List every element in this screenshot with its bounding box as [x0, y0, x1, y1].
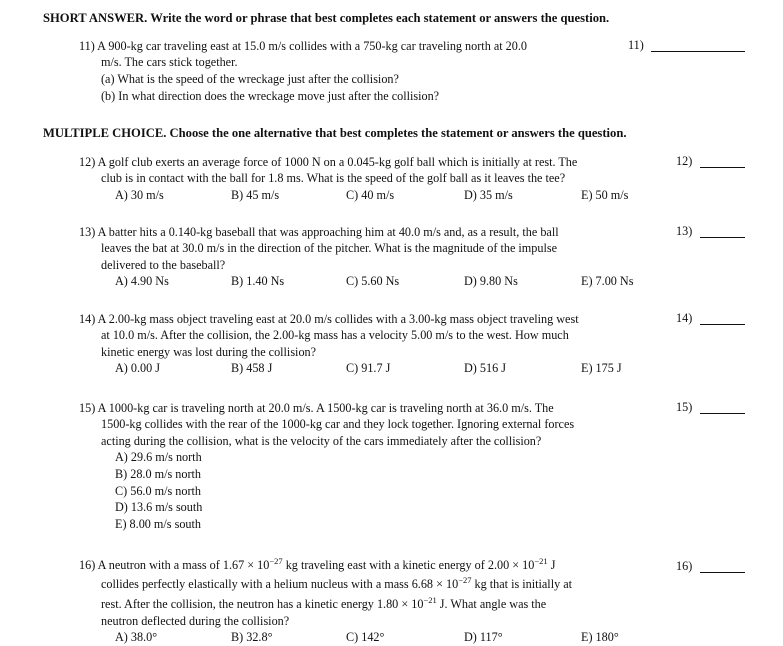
q16-line3-part1: rest. After the collision, the neutron has a kinetic energy 1.80 × 10 — [101, 597, 424, 611]
q16-answer-number: 16) — [676, 559, 693, 573]
q12-option-b[interactable]: B) 45 m/s — [231, 188, 280, 202]
q16-line1-part2: kg traveling east with a kinetic energy of 2.00 × 10 — [282, 558, 535, 572]
q14-line3: kinetic energy was lost during the collision? — [101, 345, 317, 359]
q16-option-b[interactable]: B) 32.8° — [231, 630, 273, 644]
q16-line3-exponent: −21 — [423, 595, 437, 605]
q14-line1: 14) A 2.00-kg mass object traveling east at 20.0 m/s collides with a 3.00-kg mass object traveling west — [79, 312, 579, 326]
q15-option-e[interactable]: E) 8.00 m/s south — [115, 517, 201, 531]
q15-option-c[interactable]: C) 56.0 m/s north — [115, 484, 201, 498]
q13-option-c[interactable]: C) 5.60 Ns — [346, 274, 400, 288]
short-answer-heading: SHORT ANSWER. Write the word or phrase that best completes each statement or answers the question. — [43, 11, 610, 25]
q15-line2: 1500-kg collides with the rear of the 1000-kg car and they lock together. Ignoring external forces — [101, 417, 575, 431]
q16-line4: neutron deflected during the collision? — [101, 614, 290, 628]
q15-line3: acting during the collision, what is the velocity of the cars immediately after the collision? — [101, 434, 542, 448]
q14-option-d[interactable]: D) 516 J — [464, 361, 506, 375]
q14-answer-number: 14) — [676, 311, 693, 325]
q12-answer-number: 12) — [676, 154, 693, 168]
q16-line3 — [101, 596, 546, 613]
q12-line2: club is in contact with the ball for 1.8 ms. What is the speed of the golf ball as it leaves the tee? — [101, 171, 566, 185]
q16-line1-part3: J — [547, 558, 556, 572]
q13-option-b[interactable]: B) 1.40 Ns — [231, 274, 285, 288]
q14-answer-blank[interactable] — [700, 324, 745, 325]
q16-line1-exponent1: −27 — [269, 556, 283, 566]
q16-line2 — [101, 576, 572, 593]
q13-option-d[interactable]: D) 9.80 Ns — [464, 274, 518, 288]
q15-option-b[interactable]: B) 28.0 m/s north — [115, 467, 201, 481]
q16-line2-part1: collides perfectly elastically with a helium nucleus with a mass 6.68 × 10 — [101, 577, 459, 591]
q13-line2: leaves the bat at 30.0 m/s in the direction of the pitcher. What is the magnitude of the impulse — [101, 241, 558, 255]
q12-answer-blank[interactable] — [700, 167, 745, 168]
q16-line1-exponent2: −21 — [534, 556, 548, 566]
q16-option-a[interactable]: A) 38.0° — [115, 630, 158, 644]
q15-line1: 15) A 1000-kg car is traveling north at 20.0 m/s. A 1500-kg car is traveling north at 36.0 m/s. The — [79, 401, 554, 415]
q16-line1 — [79, 557, 555, 574]
q14-option-c[interactable]: C) 91.7 J — [346, 361, 391, 375]
q13-line1: 13) A batter hits a 0.140-kg baseball that was approaching him at 40.0 m/s and, as a result, the ball — [79, 225, 559, 239]
q14-option-a[interactable]: A) 0.00 J — [115, 361, 161, 375]
q14-line2: at 10.0 m/s. After the collision, the 2.00-kg mass has a velocity 5.00 m/s to the west. How much — [101, 328, 569, 342]
multiple-choice-heading: MULTIPLE CHOICE. Choose the one alternative that best completes the statement or answers the question. — [43, 126, 627, 140]
q12-option-c[interactable]: C) 40 m/s — [346, 188, 395, 202]
q11-line2: m/s. The cars stick together. — [101, 55, 238, 69]
q16-line2-exponent: −27 — [458, 575, 472, 585]
q11-line1: 11) A 900-kg car traveling east at 15.0 m/s collides with a 750-kg car traveling north at 20.0 — [79, 39, 528, 53]
q14-option-e[interactable]: E) 175 J — [581, 361, 622, 375]
q15-option-a[interactable]: A) 29.6 m/s north — [115, 450, 202, 464]
q16-line2-part2: kg that is initially at — [471, 577, 573, 591]
q13-answer-number: 13) — [676, 224, 693, 238]
q13-answer-blank[interactable] — [700, 237, 745, 238]
q11-answer-blank[interactable] — [651, 51, 745, 52]
q16-answer-blank[interactable] — [700, 572, 745, 573]
q16-option-d[interactable]: D) 117° — [464, 630, 503, 644]
q15-answer-number: 15) — [676, 400, 693, 414]
q12-option-d[interactable]: D) 35 m/s — [464, 188, 513, 202]
q16-line3-part2: J. What angle was the — [436, 597, 547, 611]
q11-answer-number: 11) — [628, 38, 644, 52]
q11-part-b: (b) In what direction does the wreckage move just after the collision? — [101, 89, 440, 103]
q13-option-e[interactable]: E) 7.00 Ns — [581, 274, 634, 288]
q13-option-a[interactable]: A) 4.90 Ns — [115, 274, 169, 288]
q16-line1-part1: 16) A neutron with a mass of 1.67 × 10 — [79, 558, 270, 572]
q15-option-d[interactable]: D) 13.6 m/s south — [115, 500, 203, 514]
q16-option-c[interactable]: C) 142° — [346, 630, 385, 644]
q12-option-a[interactable]: A) 30 m/s — [115, 188, 164, 202]
q12-line1: 12) A golf club exerts an average force of 1000 N on a 0.045-kg golf ball which is initially at rest. The — [79, 155, 578, 169]
q12-option-e[interactable]: E) 50 m/s — [581, 188, 629, 202]
q14-option-b[interactable]: B) 458 J — [231, 361, 273, 375]
q15-answer-blank[interactable] — [700, 413, 745, 414]
q16-option-e[interactable]: E) 180° — [581, 630, 619, 644]
q13-line3: delivered to the baseball? — [101, 258, 226, 272]
q11-part-a: (a) What is the speed of the wreckage just after the collision? — [101, 72, 399, 86]
